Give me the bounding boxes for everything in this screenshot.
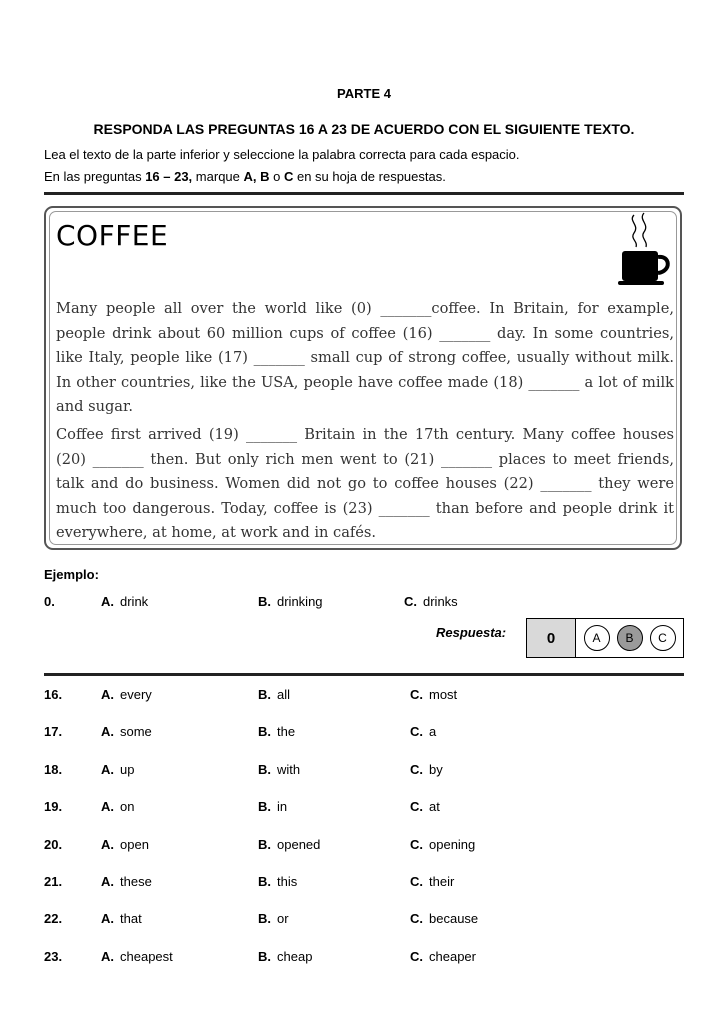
instruction-line-1: Lea el texto de la parte inferior y seleccione la palabra correcta para cada espacio. [44, 147, 520, 162]
option-letter: B. [258, 594, 271, 609]
option-letter: B. [258, 724, 271, 739]
option-text: cheapest [120, 949, 173, 964]
answer-letters: A, B [243, 169, 270, 184]
option-text: by [429, 762, 443, 777]
option-b[interactable] [258, 687, 290, 702]
option-a[interactable] [101, 724, 152, 739]
option-text: all [277, 687, 291, 702]
example-row [44, 594, 684, 614]
option-letter: A. [101, 594, 114, 609]
option-a[interactable] [101, 837, 149, 852]
option-letter: B. [258, 762, 271, 777]
option-letter: C. [410, 911, 423, 926]
option-b[interactable] [258, 724, 295, 739]
option-text: a [429, 724, 437, 739]
option-b[interactable] [258, 799, 287, 814]
option-c[interactable] [410, 874, 454, 889]
option-b[interactable] [258, 837, 320, 852]
option-letter: B. [258, 911, 271, 926]
option-text: on [120, 799, 135, 814]
option-b[interactable] [258, 762, 300, 777]
option-text: in [277, 799, 288, 814]
question-row [44, 949, 684, 969]
option-letter: C. [410, 799, 423, 814]
question-row [44, 874, 684, 894]
reading-paragraph-1: Many people all over the world like (0) _______coffee. In Britain, for example, people drink about 60 million cups of coffee (16) _______ day. In some countries, like Italy, people like (17) _______ small cup of strong coffee, usually without milk. In other countries, like the USA, people have coffee made (18) _______ a lot of milk and sugar. [56, 300, 674, 415]
option-letter: A. [101, 724, 114, 739]
option-text: cheaper [429, 949, 476, 964]
option-letter: C. [410, 687, 423, 702]
option-text: their [429, 874, 455, 889]
option-text: most [429, 687, 458, 702]
instruction-text: o [269, 169, 284, 184]
example-label: Ejemplo: [44, 567, 99, 582]
question-number: 21. [44, 874, 63, 889]
divider [44, 192, 684, 195]
option-a[interactable] [101, 687, 152, 702]
answer-choices [576, 619, 683, 657]
option-text: or [277, 911, 289, 926]
option-text: up [120, 762, 135, 777]
question-row [44, 911, 684, 931]
option-c [404, 594, 458, 609]
option-text: drink [120, 594, 149, 609]
option-c[interactable] [410, 949, 476, 964]
option-c[interactable] [410, 724, 436, 739]
option-a[interactable] [101, 911, 142, 926]
option-letter: A. [101, 911, 114, 926]
instructions-heading: RESPONDA LAS PREGUNTAS 16 A 23 DE ACUERDO CON EL SIGUIENTE TEXTO. [93, 121, 635, 137]
option-a [101, 594, 148, 609]
question-number: 16. [44, 687, 63, 702]
answer-bubble-a[interactable]: A [584, 625, 610, 651]
option-c[interactable] [410, 799, 440, 814]
option-a[interactable] [101, 799, 134, 814]
option-a[interactable] [101, 949, 173, 964]
question-row [44, 837, 684, 857]
question-row [44, 762, 684, 782]
answer-number: 0 [527, 619, 576, 657]
option-b[interactable] [258, 949, 312, 964]
instruction-line-2 [44, 169, 446, 184]
coffee-cup-icon [614, 211, 676, 287]
question-number: 0. [44, 594, 55, 609]
option-text: drinking [277, 594, 323, 609]
option-letter: C. [410, 837, 423, 852]
option-letter: C. [404, 594, 417, 609]
option-text: drinks [423, 594, 458, 609]
question-number: 17. [44, 724, 63, 739]
option-letter: A. [101, 874, 114, 889]
instruction-text: marque [192, 169, 244, 184]
question-number: 18. [44, 762, 63, 777]
option-text: the [277, 724, 296, 739]
option-letter: A. [101, 687, 114, 702]
part-title: PARTE 4 [337, 86, 391, 101]
option-c[interactable] [410, 687, 457, 702]
instruction-text: en su hoja de respuestas. [293, 169, 446, 184]
answer-letter-c: C [283, 169, 294, 184]
question-number: 23. [44, 949, 63, 964]
option-letter: C. [410, 724, 423, 739]
option-text: every [120, 687, 152, 702]
option-text: opening [429, 837, 476, 852]
option-letter: B. [258, 837, 271, 852]
option-text: because [429, 911, 479, 926]
divider [44, 673, 684, 676]
question-number: 22. [44, 911, 63, 926]
option-letter: B. [258, 687, 271, 702]
option-b [258, 594, 323, 609]
question-range: 16 – 23, [145, 169, 193, 184]
option-text: opened [277, 837, 321, 852]
option-letter: A. [101, 799, 114, 814]
option-letter: A. [101, 837, 114, 852]
option-letter: B. [258, 949, 271, 964]
option-text: cheap [277, 949, 313, 964]
option-b[interactable] [258, 911, 289, 926]
option-letter: C. [410, 949, 423, 964]
question-number: 19. [44, 799, 63, 814]
option-text: open [120, 837, 149, 852]
option-letter: B. [258, 874, 271, 889]
option-letter: C. [410, 762, 423, 777]
instruction-text: En las preguntas [44, 169, 146, 184]
answer-bubble-c[interactable]: C [650, 625, 676, 651]
option-b[interactable] [258, 874, 297, 889]
option-text: this [277, 874, 298, 889]
question-row [44, 799, 684, 819]
option-text: some [120, 724, 152, 739]
option-text: these [120, 874, 152, 889]
option-a[interactable] [101, 762, 134, 777]
answer-box [526, 618, 684, 658]
question-row [44, 724, 684, 744]
option-letter: A. [101, 949, 114, 964]
reading-title: COFFEE [56, 219, 169, 252]
option-c[interactable] [410, 762, 443, 777]
option-c[interactable] [410, 911, 478, 926]
question-number: 20. [44, 837, 63, 852]
option-letter: B. [258, 799, 271, 814]
answer-bubble-b[interactable]: B [617, 625, 643, 651]
option-a[interactable] [101, 874, 152, 889]
option-letter: A. [101, 762, 114, 777]
question-row [44, 687, 684, 707]
option-text: at [429, 799, 440, 814]
option-text: that [120, 911, 142, 926]
answer-label: Respuesta: [436, 625, 507, 640]
option-text: with [277, 762, 301, 777]
option-letter: C. [410, 874, 423, 889]
option-c[interactable] [410, 837, 475, 852]
reading-paragraph-2: Coffee first arrived (19) _______ Britain in the 17th century. Many coffee houses (20) _______ then. But only rich men went to (21) _______ places to meet friends, talk and do business. Women did not go to coffee houses (22) _______ they were much too dangerous. Today, coffee is (23) _______ than before and people drink it everywhere, at home, at work and in cafés. [56, 426, 674, 541]
